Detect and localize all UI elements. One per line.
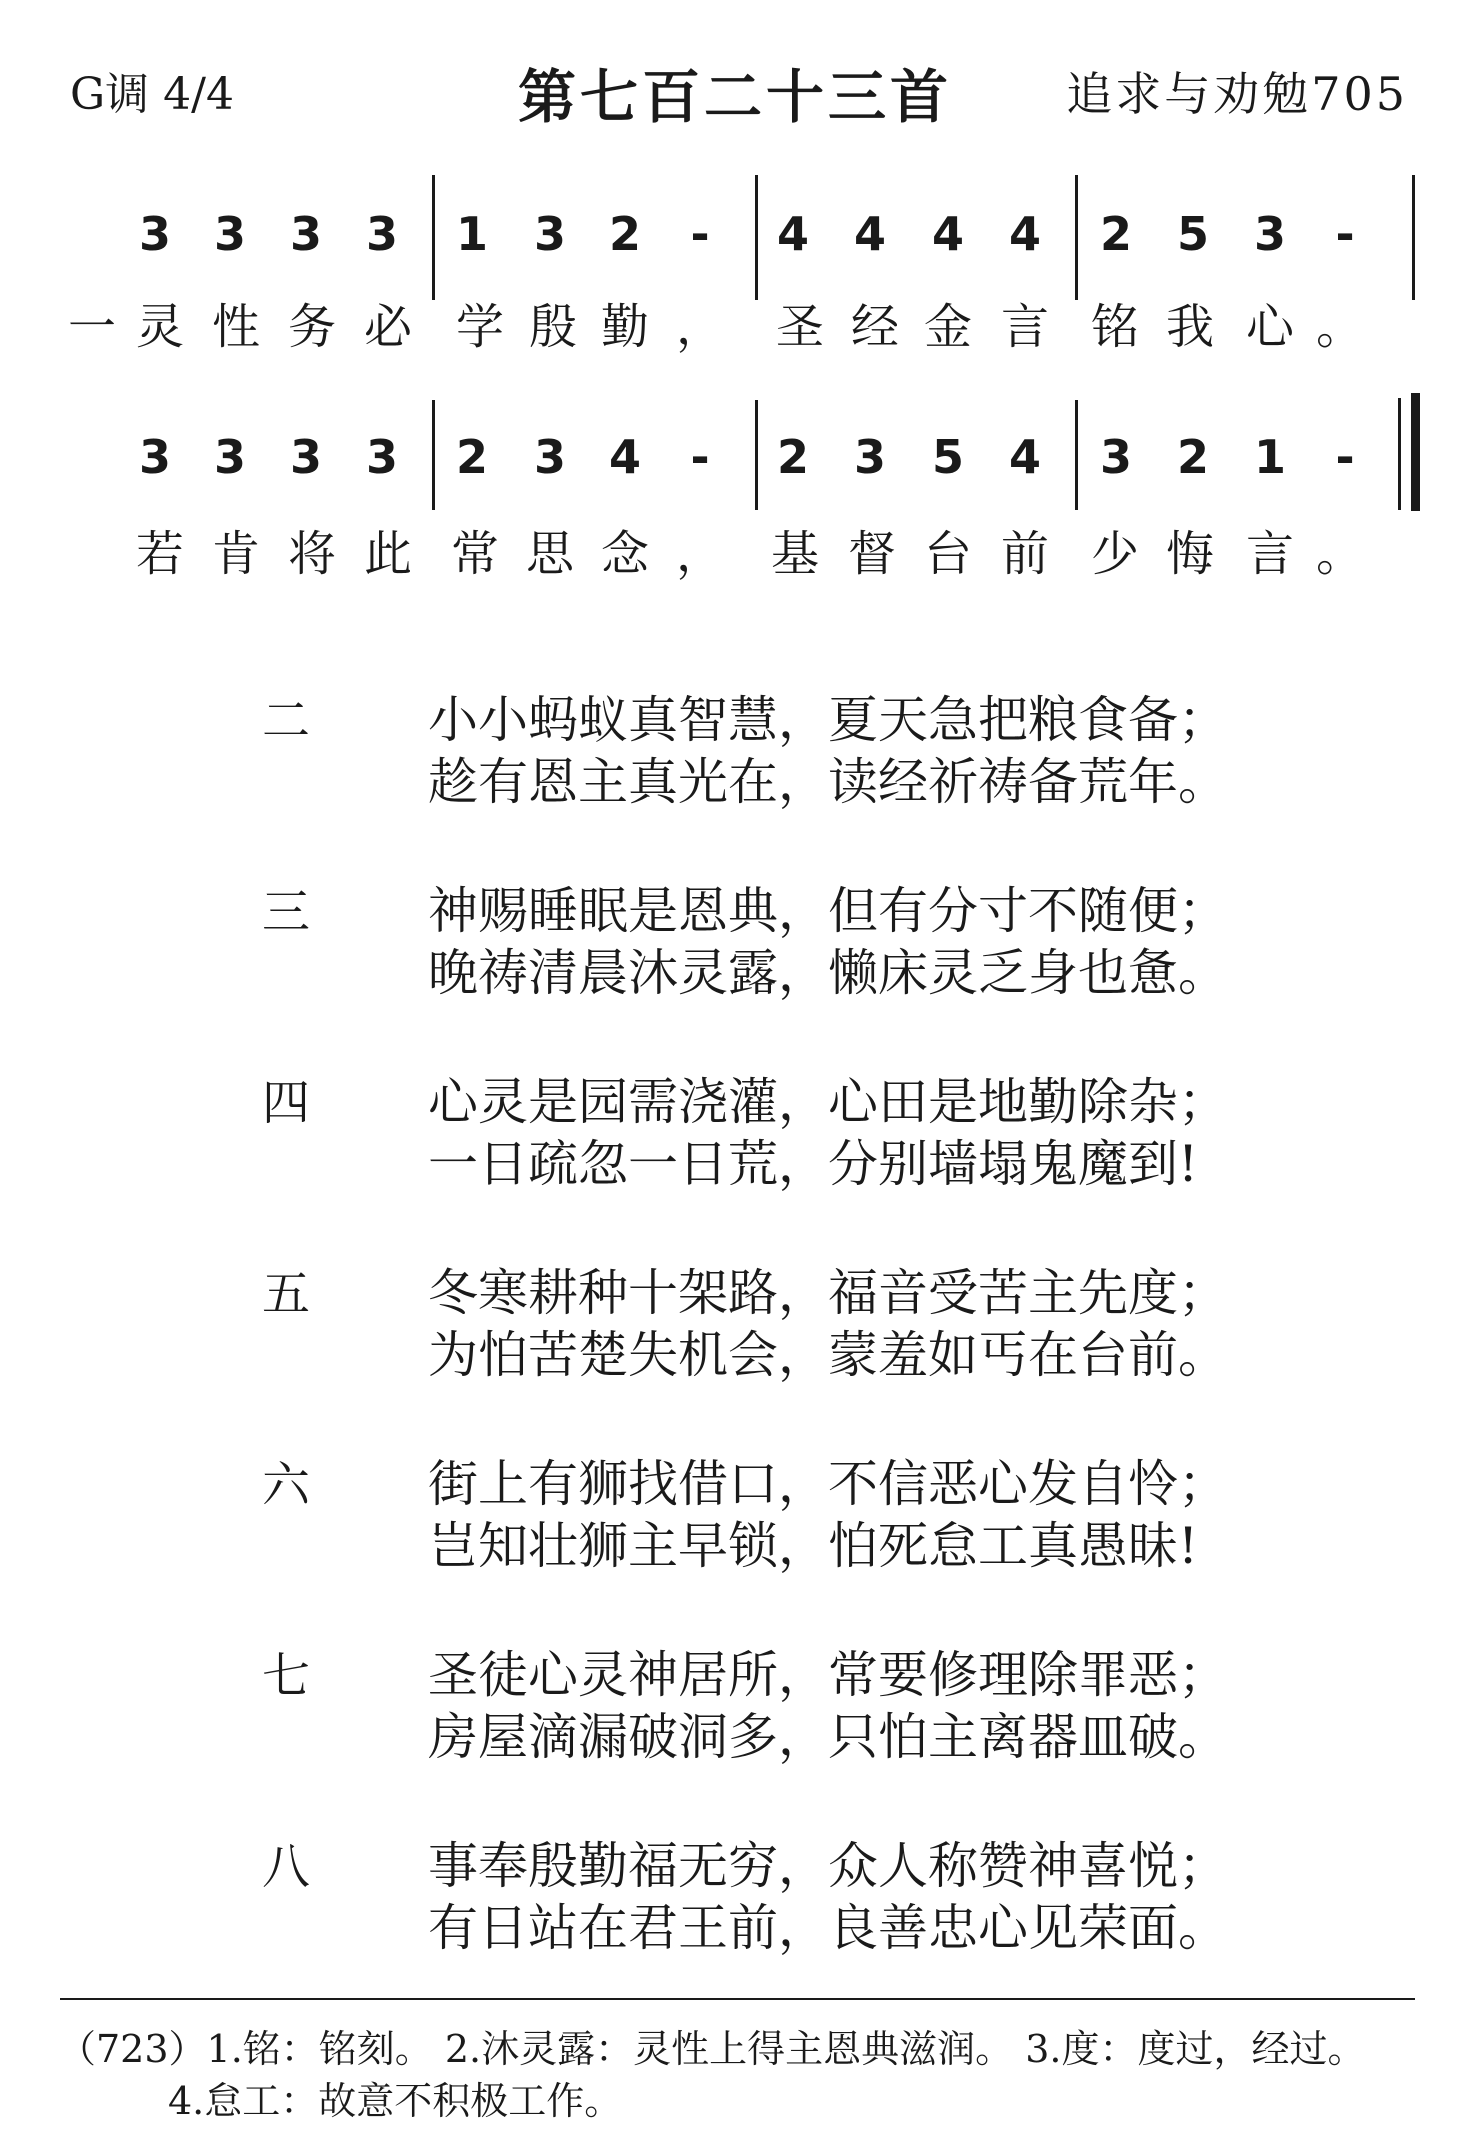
verse-number: 六 <box>262 1457 311 1513</box>
note-2: 3 <box>853 430 886 484</box>
note-1: 4 <box>1008 207 1041 261</box>
note-2: 1 <box>1253 430 1286 484</box>
note-2: 3 <box>138 430 171 484</box>
verse-number: 七 <box>262 1648 311 1704</box>
footnote-rule <box>60 1998 1415 2000</box>
verse-number: 四 <box>262 1075 311 1131</box>
lyric-syllable-2: 念 <box>600 526 649 582</box>
lyric-syllable-1: 殷 <box>528 299 577 355</box>
verse-line: 事奉殷勤福无穷，众人称赞神喜悦； <box>428 1837 1228 1895</box>
note-1: 3 <box>289 207 322 261</box>
lyric-syllable-1: 一 <box>67 299 116 355</box>
lyric-syllable-2: 言 <box>1245 526 1294 582</box>
hymn-title: 第七百二十三首 <box>517 63 952 131</box>
lyric-syllable-1: 经 <box>850 299 899 355</box>
note-1: 4 <box>776 207 809 261</box>
lyric-syllable-2: 常 <box>450 526 499 582</box>
lyric-syllable-1: 言 <box>1000 299 1049 355</box>
verse-line: 冬寒耕种十架路，福音受苦主先度； <box>428 1264 1228 1322</box>
note-2: 3 <box>289 430 322 484</box>
lyric-syllable-2: 若 <box>135 526 184 582</box>
lyric-syllable-1: 勤 <box>600 299 649 355</box>
verse-line: 一日疏忽一日荒，分别墙塌鬼魔到! <box>428 1135 1199 1193</box>
lyric-syllable-1: 学 <box>455 299 504 355</box>
barline <box>755 175 758 300</box>
verse-line: 小小蚂蚁真智慧，夏天急把粮食备； <box>428 691 1228 749</box>
barline <box>1412 175 1415 300</box>
note-1: 1 <box>455 207 488 261</box>
lyric-syllable-1: 铭 <box>1090 299 1139 355</box>
verse-line: 趁有恩主真光在，读经祈祷备荒年。 <box>428 753 1228 811</box>
lyric-syllable-1: 性 <box>211 299 260 355</box>
barline <box>1075 400 1078 510</box>
lyric-syllable-2: 悔 <box>1165 526 1214 582</box>
lyric-syllable-2: 。 <box>1315 526 1364 582</box>
verse-number: 五 <box>262 1266 311 1322</box>
note-1: - <box>1335 207 1355 261</box>
lyric-syllable-2: 台 <box>923 526 972 582</box>
lyric-syllable-1: 心 <box>1245 299 1294 355</box>
lyric-syllable-1: 必 <box>363 299 412 355</box>
verse-number: 八 <box>262 1839 311 1895</box>
lyric-syllable-1: 务 <box>287 299 336 355</box>
lyric-syllable-1: ， <box>675 299 724 355</box>
lyric-syllable-1: 我 <box>1165 299 1214 355</box>
lyric-syllable-1: 圣 <box>775 299 824 355</box>
lyric-syllable-2: 基 <box>770 526 819 582</box>
barline <box>432 175 435 300</box>
verse-line: 有日站在君王前，良善忠心见荣面。 <box>428 1899 1228 1957</box>
note-1: 2 <box>608 207 641 261</box>
note-2: 3 <box>533 430 566 484</box>
footnote-line-2: 4.怠工：故意不积极工作。 <box>168 2079 623 2123</box>
barline <box>1075 175 1078 300</box>
lyric-syllable-2: 前 <box>1000 526 1049 582</box>
verse-line: 晚祷清晨沐灵露，懒床灵乏身也惫。 <box>428 944 1228 1002</box>
note-2: 2 <box>1176 430 1209 484</box>
note-1: 4 <box>853 207 886 261</box>
lyric-syllable-1: 。 <box>1315 299 1364 355</box>
lyric-syllable-2: 将 <box>287 526 336 582</box>
note-2: - <box>1335 430 1355 484</box>
lyric-syllable-2: ， <box>675 526 724 582</box>
note-1: - <box>690 207 710 261</box>
note-1: 3 <box>365 207 398 261</box>
barline <box>755 400 758 510</box>
note-1: 2 <box>1099 207 1132 261</box>
note-2: 2 <box>455 430 488 484</box>
verse-line: 神赐睡眠是恩典，但有分寸不随便； <box>428 882 1228 940</box>
note-2: - <box>690 430 710 484</box>
note-2: 2 <box>776 430 809 484</box>
verse-line: 圣徒心灵神居所，常要修理除罪恶； <box>428 1646 1228 1704</box>
verse-number: 二 <box>262 693 311 749</box>
final-barline-thick <box>1411 393 1420 511</box>
lyric-syllable-2: 少 <box>1090 526 1139 582</box>
footnote-line-1: （723）1.铭：铭刻。 2.沐灵露：灵性上得主恩典滋润。 3.度：度过，经过。 <box>58 2027 1366 2071</box>
note-1: 3 <box>138 207 171 261</box>
note-1: 3 <box>1253 207 1286 261</box>
note-2: 4 <box>608 430 641 484</box>
lyric-syllable-2: 肯 <box>211 526 260 582</box>
note-1: 5 <box>1176 207 1209 261</box>
hymn-source: 追求与劝勉705 <box>1066 67 1408 121</box>
verse-line: 为怕苦楚失机会，蒙羞如丐在台前。 <box>428 1326 1228 1384</box>
note-1: 4 <box>931 207 964 261</box>
verse-line: 房屋滴漏破洞多，只怕主离器皿破。 <box>428 1708 1228 1766</box>
note-2: 3 <box>213 430 246 484</box>
lyric-syllable-2: 思 <box>525 526 574 582</box>
verse-line: 心灵是园需浇灌，心田是地勤除杂； <box>428 1073 1228 1131</box>
note-1: 3 <box>213 207 246 261</box>
final-barline-thin <box>1398 398 1401 510</box>
lyric-syllable-2: 此 <box>363 526 412 582</box>
note-2: 5 <box>931 430 964 484</box>
lyric-syllable-1: 金 <box>923 299 972 355</box>
note-2: 3 <box>1099 430 1132 484</box>
key-time-signature: G调 4/4 <box>70 69 234 120</box>
verse-line: 街上有狮找借口，不信恶心发自怜； <box>428 1455 1228 1513</box>
lyric-syllable-2: 督 <box>847 526 896 582</box>
note-1: 3 <box>533 207 566 261</box>
lyric-syllable-1: 灵 <box>135 299 184 355</box>
note-2: 4 <box>1008 430 1041 484</box>
verse-number: 三 <box>262 884 311 940</box>
verse-line: 岂知壮狮主早锁，怕死怠工真愚昧! <box>428 1517 1199 1575</box>
barline <box>432 400 435 510</box>
note-2: 3 <box>365 430 398 484</box>
